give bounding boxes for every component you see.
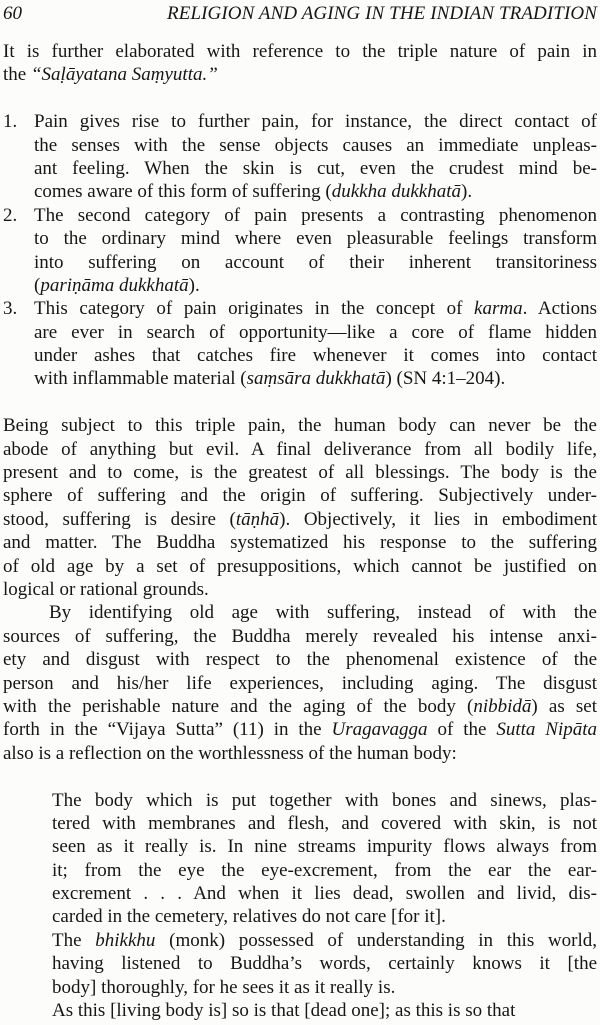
paragraph-spacer <box>3 391 597 414</box>
block-quote <box>3 999 597 1022</box>
italic-term: nibbidā <box>473 695 532 717</box>
text-run: having listened to Buddha’s words, certainly knows it [the <box>52 953 597 975</box>
text-line <box>3 484 597 507</box>
text-line <box>34 321 597 344</box>
text-run: tered with membranes and flesh, and covered with skin, is not <box>52 812 597 834</box>
text-line <box>3 648 597 671</box>
text-line <box>34 180 597 203</box>
text-run: of old age by a set of presuppositions, which cannot be justified on <box>3 555 597 577</box>
italic-term: karma <box>474 298 523 320</box>
text-line <box>3 555 597 578</box>
text-line <box>52 835 597 858</box>
italic-term: dukkha dukkhatā <box>331 181 462 203</box>
paragraph-spacer <box>3 765 597 788</box>
text-run: ant feeling. When the skin is cut, even the crudest mind be- <box>34 157 597 179</box>
text-line <box>52 812 597 835</box>
paragraph <box>3 601 597 765</box>
text-line <box>34 251 597 274</box>
page-number: 60 <box>3 3 22 24</box>
text-run: forth in the “Vijaya Sutta” (11) in the <box>3 719 332 741</box>
list-number: 1. <box>3 111 18 133</box>
text-run: seen as it really is. In nine streams impurity flows always from <box>52 836 597 858</box>
text-line <box>3 508 597 531</box>
text-run: ( <box>34 274 41 296</box>
paragraph <box>3 414 597 601</box>
text-run: comes aware of this form of suffering ( <box>34 181 332 203</box>
text-run: with the perishable nature and the aging of the body ( <box>3 695 474 717</box>
text-run: under ashes that catches fire whenever it comes into contact <box>34 345 597 367</box>
text-run: ). Objectively, it lies in embodiment <box>279 508 597 530</box>
text-line <box>3 63 597 86</box>
text-line <box>3 414 597 437</box>
list-number: 2. <box>3 204 18 226</box>
text-line <box>3 672 597 695</box>
paragraph <box>3 40 597 87</box>
text-run: the <box>3 64 31 86</box>
text-line <box>52 882 597 905</box>
italic-term: saṃsāra dukkhatā <box>246 368 386 390</box>
text-line <box>34 367 597 390</box>
text-run: carded in the cemetery, relatives do not care [for it]. <box>52 906 446 928</box>
text-run: (monk) possessed of understanding in this world, <box>155 929 597 951</box>
text-run: to the ordinary mind where even pleasurable feelings transform <box>34 228 597 250</box>
text-run: ). <box>188 274 200 296</box>
text-run: logical or rational grounds. <box>3 578 209 600</box>
text-line <box>52 952 597 975</box>
numbered-list-item <box>3 110 597 204</box>
text-run: and matter. The Buddha systematized his response to the suffering <box>3 532 597 554</box>
text-line <box>52 976 597 999</box>
running-title: RELIGION AND AGING IN THE INDIAN TRADITION <box>167 3 597 24</box>
text-run: sources of suffering, the Buddha merely revealed his intense anxi- <box>3 625 597 647</box>
text-run: ety and disgust with respect to the phenomenal existence of the <box>3 649 597 671</box>
text-run: person and his/her life experiences, including aging. The disgust <box>3 672 597 694</box>
text-line <box>3 601 597 624</box>
text-run: body] thoroughly, for he sees it as it really is. <box>52 976 396 998</box>
numbered-list-item <box>3 204 597 298</box>
text-line <box>52 905 597 928</box>
text-line <box>34 204 597 227</box>
text-line <box>34 344 597 367</box>
text-run: By identifying old age with suffering, instead of with the <box>49 602 597 624</box>
text-line <box>3 742 597 765</box>
page-body <box>3 40 597 1022</box>
text-line <box>34 157 597 180</box>
text-run: sphere of suffering and the origin of suffering. Subjectively under- <box>3 485 597 507</box>
text-run: . Actions <box>522 298 597 320</box>
text-run: The <box>52 929 96 951</box>
running-header <box>3 2 597 26</box>
numbered-list-item <box>3 297 597 391</box>
text-line <box>34 274 597 297</box>
text-run: The body which is put together with bones and sinews, plas- <box>52 789 597 811</box>
text-run: present and to come, is the greatest of all blessings. The body is the <box>3 462 597 484</box>
text-run: abode of anything but evil. A final deliverance from all bodily life, <box>3 438 597 460</box>
text-line <box>52 789 597 812</box>
text-run: excrement . . . And when it lies dead, swollen and livid, dis- <box>52 883 597 905</box>
text-run: The second category of pain presents a contrasting phenomenon <box>34 204 597 226</box>
text-run: ) as set <box>531 695 597 717</box>
text-run: it; from the eye the eye-excrement, from the ear the ear- <box>52 859 597 881</box>
italic-term: Sutta Nipāta <box>496 719 598 741</box>
text-line <box>3 695 597 718</box>
text-run: ) (SN 4:1–204). <box>385 368 506 390</box>
text-run: As this [living body is] so is that [dead one]; as this is so that <box>52 1000 516 1022</box>
list-number: 3. <box>3 298 18 320</box>
text-run: stood, suffering is desire ( <box>3 508 236 530</box>
italic-term: tāṇhā <box>235 508 280 530</box>
text-line <box>34 227 597 250</box>
text-line <box>52 999 597 1022</box>
text-run: of the <box>427 719 497 741</box>
text-line <box>3 461 597 484</box>
text-line <box>34 134 597 157</box>
text-line <box>34 297 597 320</box>
text-run: It is further elaborated with reference to the triple nature of pain in <box>3 41 597 62</box>
text-line <box>3 578 597 601</box>
text-line <box>3 531 597 554</box>
text-line <box>3 625 597 648</box>
text-run: with inflammable material ( <box>34 368 247 390</box>
text-line <box>3 40 597 63</box>
italic-term: Uragavagga <box>331 719 428 741</box>
italic-term: bhikkhu <box>95 929 156 951</box>
text-run: into suffering on account of their inherent transitoriness <box>34 251 597 273</box>
paragraph-spacer <box>3 87 597 110</box>
text-line <box>52 929 597 952</box>
text-line <box>3 438 597 461</box>
italic-term: pariṇāma dukkhatā <box>40 274 189 296</box>
block-quote <box>3 789 597 929</box>
text-run: also is a reflection on the worthlessness of the human body: <box>3 742 457 764</box>
text-run: ). <box>461 181 473 203</box>
italic-term: “Saḷāyatana Saṃyutta.” <box>30 64 218 86</box>
text-run: This category of pain originates in the concept of <box>34 298 475 320</box>
text-run: Pain gives rise to further pain, for instance, the direct contact of <box>34 111 597 133</box>
text-line <box>34 110 597 133</box>
text-run: the senses with the sense objects causes an immediate unpleas- <box>34 134 597 156</box>
text-run: are ever in search of opportunity—like a core of flame hidden <box>34 321 597 343</box>
text-line <box>52 859 597 882</box>
block-quote <box>3 929 597 999</box>
text-line <box>3 718 597 741</box>
text-run: Being subject to this triple pain, the human body can never be the <box>3 415 597 437</box>
